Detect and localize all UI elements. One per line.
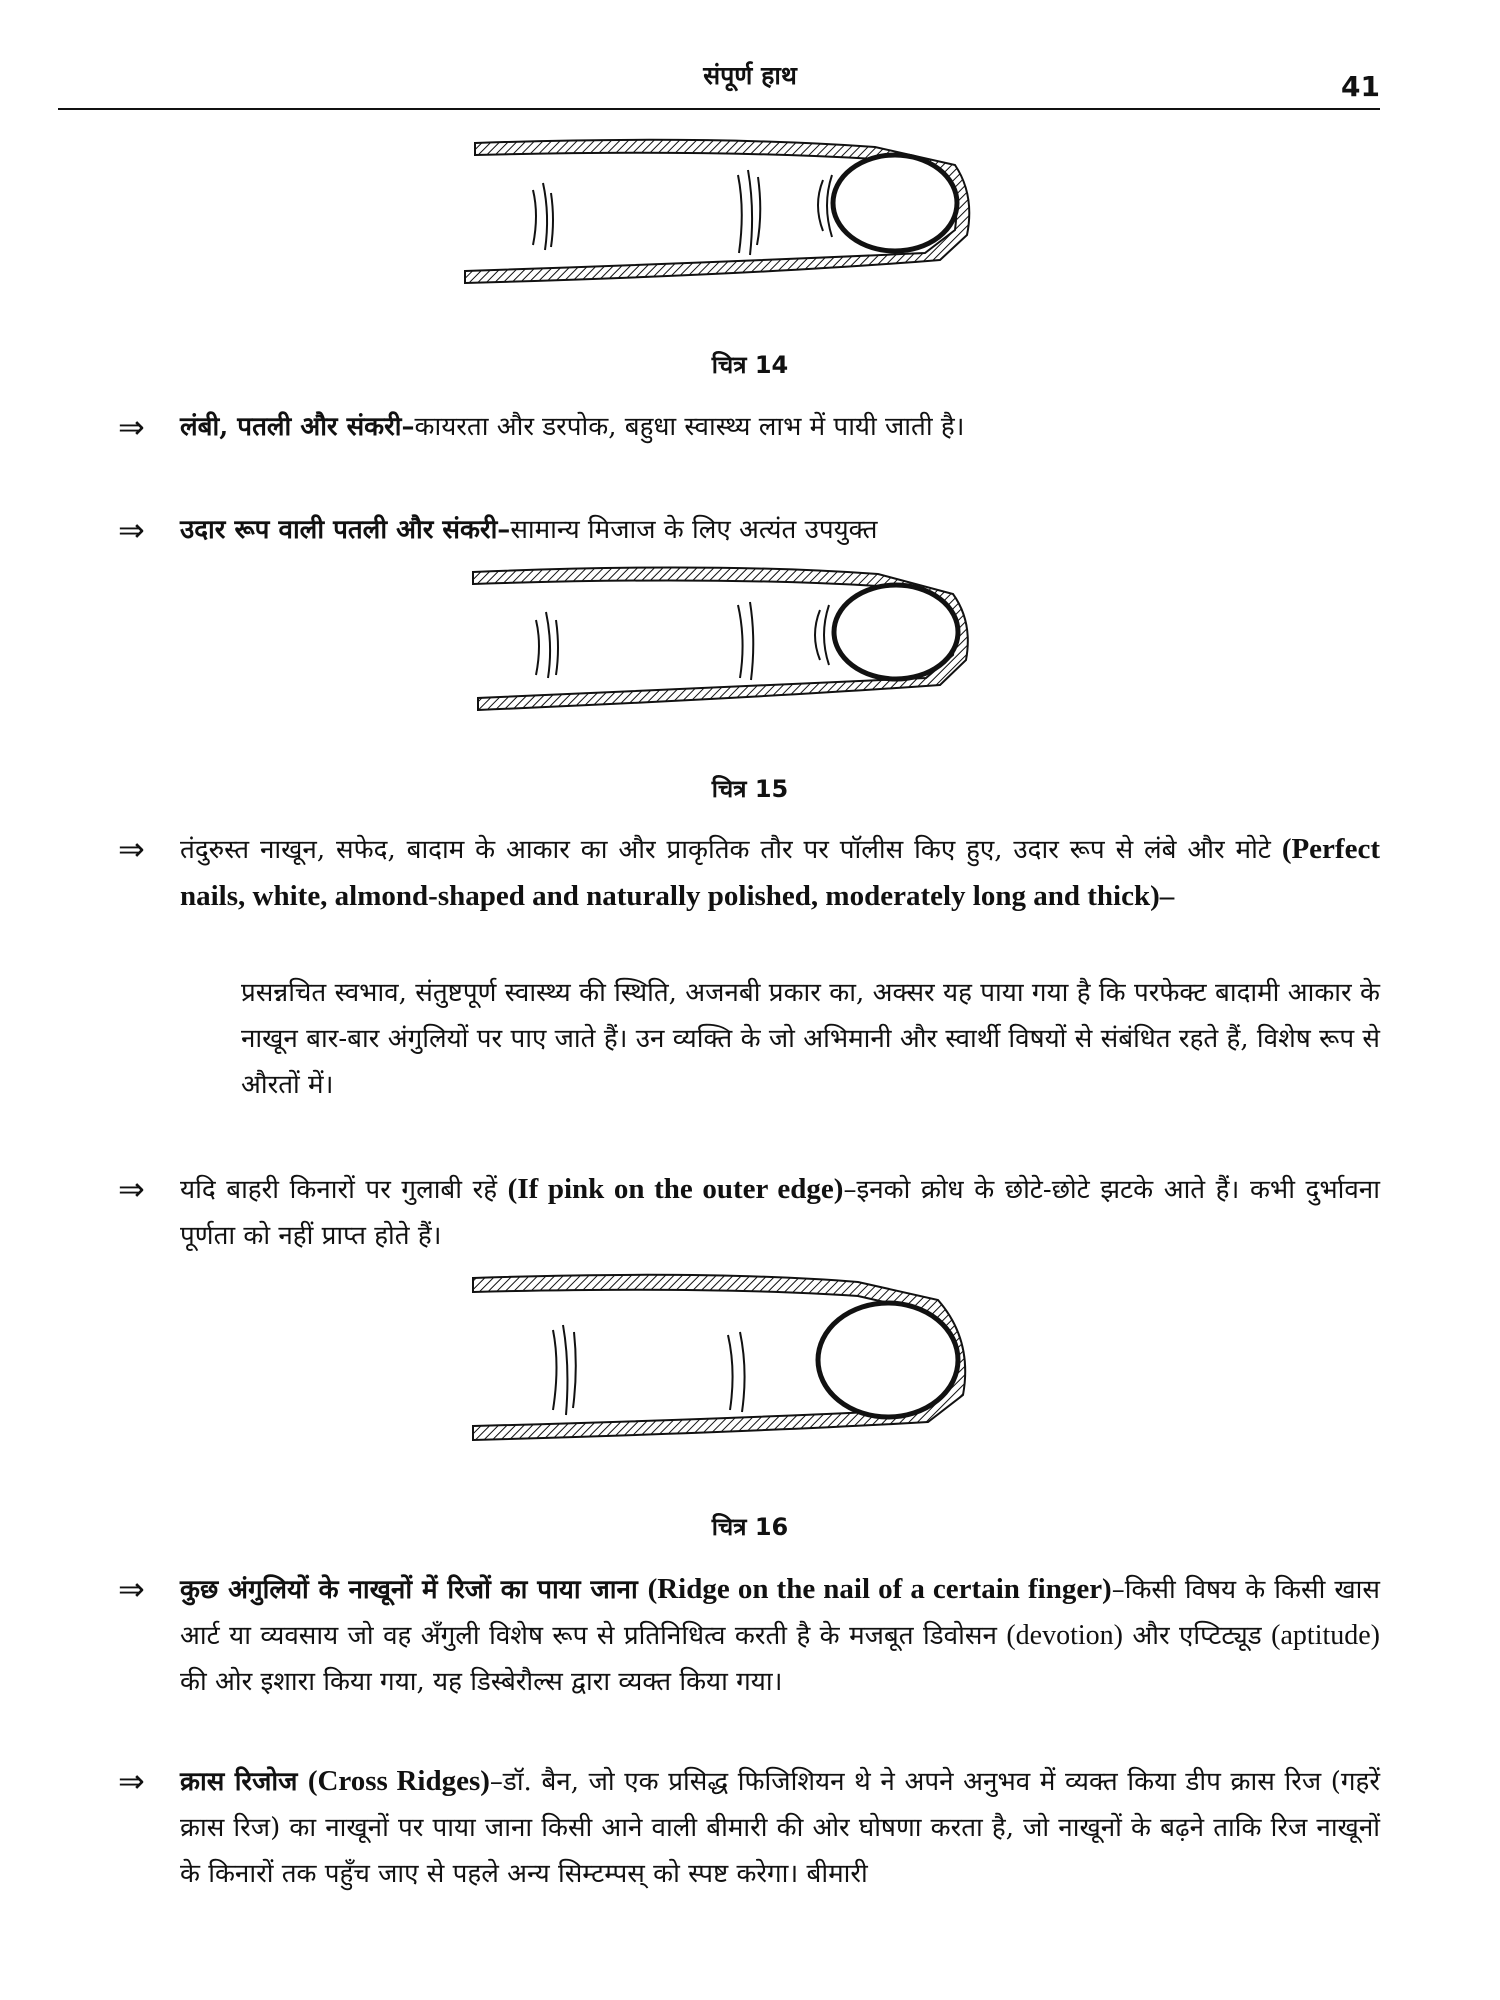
item-text: –डॉ. बैन, जो एक प्रसिद्ध फिजिशियन थे ने अपने अनुभव में व्यक्त किया डीप क्रास रिज (गहरें क्रास रिज) का नाखूनों पर पाया जाना किसी आने वाली बीमारी की ओर घोषणा करता है, जो नाखूनों के बढ़ने ताकि रिज नाखूनों के किनारों तक पहुँच जाए से पहले अन्य सिम्टम्पस् को स्पष्ट करेगा। बीमारी xyxy=(180,1767,1380,1889)
item-text: और एप्टिट्यूड xyxy=(1122,1621,1272,1651)
figure-caption: चित्र 15 xyxy=(711,775,789,803)
item-english: (aptitude) xyxy=(1271,1620,1380,1651)
item-text: –इनको क्रोध के छोटे-छोटे झटके आते हैं। कभी दुर्भावना पूर्णता को नहीं प्राप्त होते हैं। xyxy=(180,1175,1380,1251)
running-header: संपूर्ण हाथ xyxy=(703,61,797,90)
item-heading: उदार रूप वाली पतली और संकरी– xyxy=(180,515,511,545)
item-heading-english: (Cross Ridges) xyxy=(307,1765,490,1797)
list-item xyxy=(118,1758,1380,1897)
bullet-arrow-icon: ⇒ xyxy=(118,830,145,868)
paragraph: प्रसन्नचित स्वभाव, संतुष्टपूर्ण स्वास्थ्य की स्थिति, अजनबी प्रकार का, अक्सर यह पाया गया है कि परफेक्ट बादामी आकार के नाखून बार-बार अंगुलियों पर पाए जाते हैं। उन व्यक्ति के जो अभिमानी और स्वार्थी विषयों से संबंधित रहते हैं, विशेष रूप से औरतों में। xyxy=(241,978,1380,1100)
bullet-arrow-icon: ⇒ xyxy=(118,511,145,549)
item-heading: कुछ अंगुलियों के नाखूनों में रिजों का पाया जाना xyxy=(180,1575,648,1605)
figure-finger-16 xyxy=(458,1270,988,1450)
item-text: यदि बाहरी किनारों पर गुलाबी रहें xyxy=(180,1175,508,1205)
list-item xyxy=(118,507,1380,553)
item-text: तंदुरुस्त नाखून, सफेद, बादाम के आकार का और प्राकृतिक तौर पर पॉलीस किए हुए, उदार रूप से लंबे और मोटे xyxy=(180,835,1282,865)
bullet-arrow-icon: ⇒ xyxy=(118,1762,145,1800)
figure-caption: चित्र 14 xyxy=(711,351,789,379)
item-text: –किसी विषय के किसी खास आर्ट या व्यवसाय जो वह अँगुली विशेष रूप से प्रतिनिधित्व करती है के मजबूत डिवोसन xyxy=(180,1575,1380,1651)
item-text: सामान्य मिजाज के लिए अत्यंत उपयुक्त xyxy=(510,515,878,545)
list-item xyxy=(118,404,1380,450)
list-item xyxy=(118,1166,1380,1259)
item-english: (Perfect nails, white, almond-shaped and naturally polished, moderately long and thick)– xyxy=(180,833,1380,912)
item-text: की ओर इशारा किया गया, यह डिस्बेरौल्स द्वारा व्यक्त किया गया। xyxy=(180,1667,783,1697)
list-item xyxy=(118,1566,1380,1705)
bullet-arrow-icon: ⇒ xyxy=(118,1570,145,1608)
list-item xyxy=(118,826,1380,920)
bullet-arrow-icon: ⇒ xyxy=(118,408,145,446)
item-heading: लंबी, पतली और संकरी– xyxy=(180,412,415,442)
figure-finger-15 xyxy=(458,560,988,720)
page-number: 41 xyxy=(1341,70,1380,103)
item-english: (devotion) xyxy=(1006,1620,1123,1651)
item-heading-english: (Ridge on the nail of a certain finger) xyxy=(647,1573,1112,1605)
item-text: कायरता और डरपोक, बहुधा स्वास्थ्य लाभ में पायी जाती है। xyxy=(414,412,965,442)
item-heading: क्रास रिजोज xyxy=(180,1767,308,1797)
figure-finger-14 xyxy=(455,135,985,295)
header-rule xyxy=(58,108,1380,110)
bullet-arrow-icon: ⇒ xyxy=(118,1170,145,1208)
figure-caption: चित्र 16 xyxy=(711,1513,789,1541)
item-english: (If pink on the outer edge) xyxy=(507,1173,844,1205)
